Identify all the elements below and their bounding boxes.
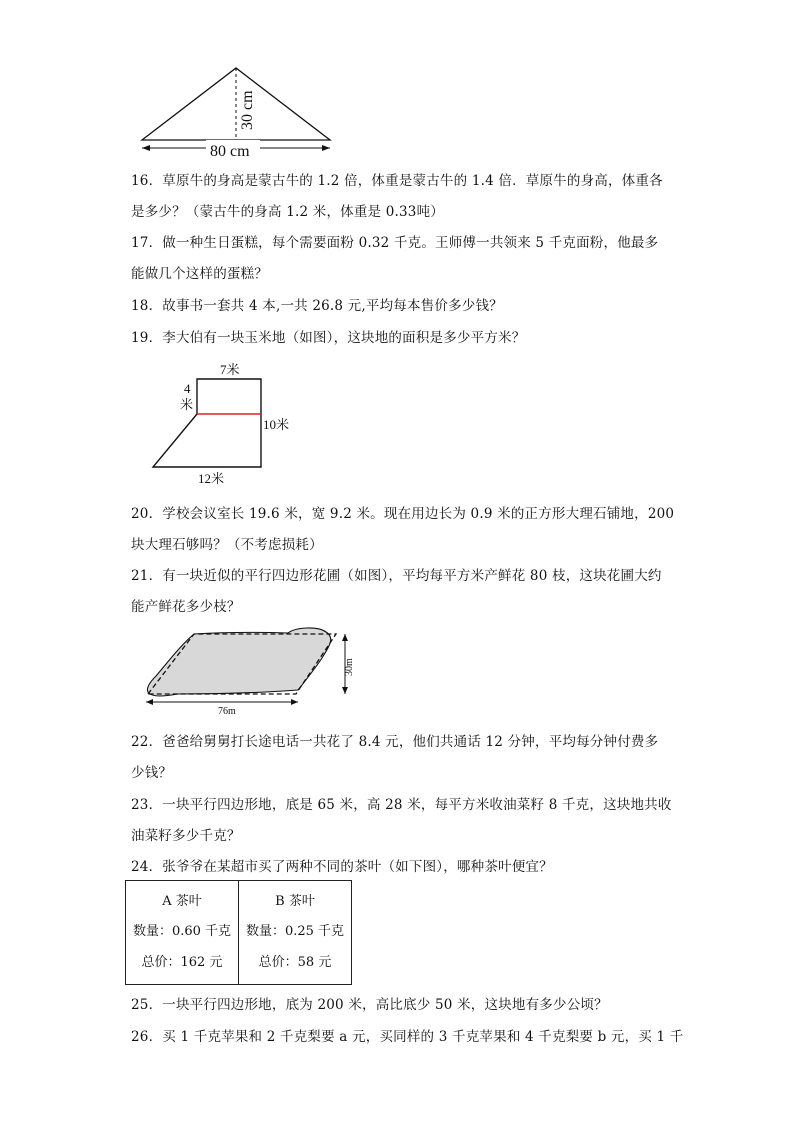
q16-line-2: 是多少？（蒙古牛的身高 1.2 米，体重是 0.33吨） — [131, 204, 445, 220]
tea-comparison-table — [125, 880, 352, 985]
q26-line-1: 26．买 1 千克苹果和 2 千克梨要 a 元，买同样的 3 千克苹果和 4 千克梨要 b 元，买 1 千 — [131, 1029, 684, 1045]
arrow-left-icon — [142, 145, 150, 151]
arrow-right-icon — [322, 145, 330, 151]
q18-line-1: 18．故事书一套共 4 本,一共 26.8 元,平均每本售价多少钱？ — [131, 298, 503, 314]
q17-line-2: 能做几个这样的蛋糕？ — [131, 266, 268, 282]
tea-a-price: 总价：162 元 — [141, 954, 223, 970]
q24-line-1: 24．张爷爷在某超市买了两种不同的茶叶（如下图），哪种茶叶便宜？ — [131, 859, 553, 875]
tea-b-name: B 茶叶 — [275, 894, 315, 910]
q21-line-2: 能产鲜花多少枝？ — [131, 599, 241, 615]
arrow-right-icon — [291, 699, 298, 705]
garden-width-label: 76m — [218, 706, 236, 716]
tea-a-name: A 茶叶 — [162, 894, 202, 910]
q17-line-1: 17．做一种生日蛋糕，每个需要面粉 0.32 千克。王师傅一共领来 5 千克面粉，他最多 — [131, 235, 659, 251]
arrow-up-icon — [342, 634, 348, 641]
field-bottom-label: 12米 — [198, 471, 225, 486]
q23-line-1: 23．一块平行四边形地，底是 65 米，高 28 米，每平方米收油菜籽 8 千克，这块地共收 — [131, 797, 672, 813]
q25-line-1: 25．一块平行四边形地，底为 200 米，高比底少 50 米，这块地有多少公顷？ — [131, 997, 608, 1013]
q19-line-1: 19．李大伯有一块玉米地（如图），这块地的面积是多少平方米？ — [131, 330, 526, 346]
triangle-figure — [130, 60, 340, 160]
field-outline — [153, 379, 261, 467]
q22-line-1: 22．爸爸给舅舅打长途电话一共花了 8.4 元，他们共通话 12 分钟，平均每分钟付费多 — [131, 734, 659, 750]
field-right-label: 10米 — [263, 417, 290, 432]
tea-b-quantity: 数量：0.25 千克 — [245, 924, 345, 940]
garden-shape — [147, 628, 330, 696]
tea-a-quantity: 数量：0.60 千克 — [132, 924, 232, 940]
q20-line-1: 20．学校会议室长 19.6 米，宽 9.2 米。现在用边长为 0.9 米的正方形大理石铺地，200 — [131, 506, 675, 522]
tea-b-column — [238, 881, 351, 984]
field-left-label-2: 米 — [180, 397, 194, 412]
q22-line-2: 少钱？ — [131, 765, 173, 781]
tea-a-column — [126, 881, 238, 984]
field-top-label: 7米 — [220, 362, 240, 377]
q20-line-2: 块大理石够吗？（不考虑损耗） — [131, 537, 323, 553]
q23-line-2: 油菜籽多少千克？ — [131, 828, 241, 844]
arrow-left-icon — [146, 699, 153, 705]
arrow-down-icon — [342, 687, 348, 694]
field-left-label-1: 4 — [184, 381, 191, 396]
tea-b-price: 总价：58 元 — [258, 954, 332, 970]
q21-line-1: 21．有一块近似的平行四边形花圃（如图），平均每平方米产鲜花 80 枝，这块花圃大约 — [131, 568, 662, 584]
triangle-height-label: 30 cm — [239, 90, 256, 130]
q16-line-1: 16．草原牛的身高是蒙古牛的 1.2 倍，体重是蒙古牛的 1.4 倍．草原牛的身高，体重各 — [131, 173, 663, 189]
corn-field-figure — [140, 358, 310, 490]
triangle-base-label: 80 cm — [210, 143, 250, 160]
garden-height-label: 30m — [344, 658, 355, 676]
flower-garden-figure — [138, 624, 363, 716]
